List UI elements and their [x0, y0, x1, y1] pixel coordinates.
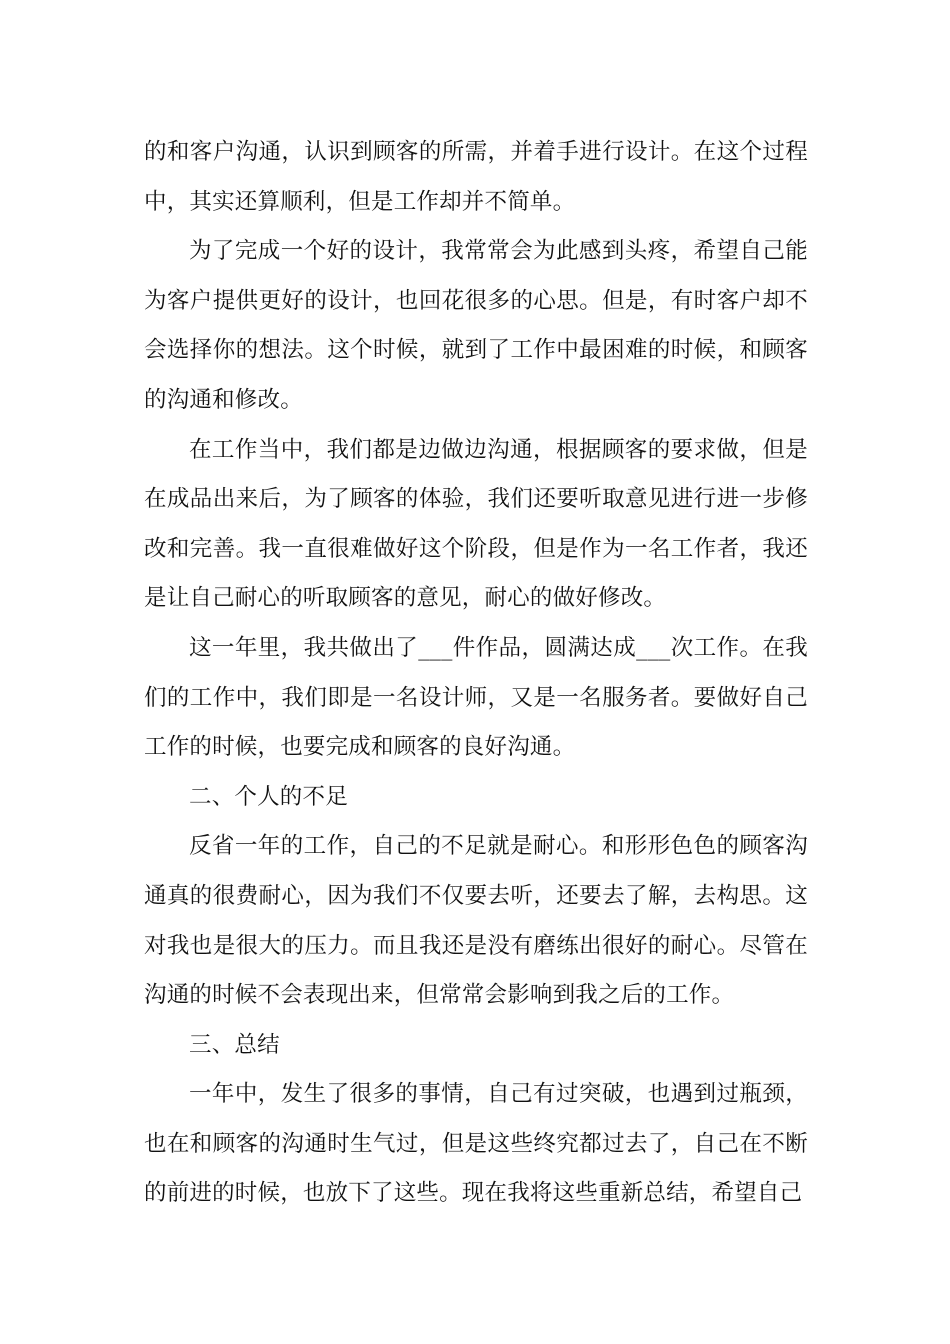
paragraph-communication-revision: 在工作当中，我们都是边做边沟通，根据顾客的要求做，但是在成品出来后，为了顾客的体验，我们还要听取意见进行进一步修改和完善。我一直很难做好这个阶段，但是作为一名工作者，我还是让自己耐心的听取顾客的意见，耐心的做好修改。: [144, 436, 808, 612]
paragraph-continuation: 的和客户沟通，认识到顾客的所需，并着手进行设计。在这个过程中，其实还算顺利，但是工作却并不简单。: [144, 139, 808, 215]
paragraph-yearly-output: 这一年里，我共做出了___件作品，圆满达成___次工作。在我们的工作中，我们即是一名设计师，又是一名服务者。要做好自己工作的时候，也要完成和顾客的良好沟通。: [144, 634, 808, 761]
paragraph-design-difficulty: 为了完成一个好的设计，我常常会为此感到头疼，希望自己能为客户提供更好的设计，也回花很多的心思。但是，有时客户却不会选择你的想法。这个时候，就到了工作中最困难的时候，和顾客的沟通和修改。: [144, 238, 808, 413]
section-heading-summary: 三、总结: [189, 1031, 280, 1058]
document-body: [144, 128, 808, 1219]
section-heading-shortcomings: 二、个人的不足: [189, 783, 348, 810]
paragraph-summary: 一年中，发生了很多的事情，自己有过突破，也遇到过瓶颈，也在和顾客的沟通时生气过，但是这些终究都过去了，自己在不断的前进的时候，也放下了这些。现在我将这些重新总结，希望自己: [144, 1081, 808, 1207]
paragraph-shortcomings: 反省一年的工作，自己的不足就是耐心。和形形色色的顾客沟通真的很费耐心，因为我们不仅要去听，还要去了解，去构思。这对我也是很大的压力。而且我还是没有磨练出很好的耐心。尽管在沟通的时候不会表现出来，但常常会影响到我之后的工作。: [144, 833, 808, 1009]
